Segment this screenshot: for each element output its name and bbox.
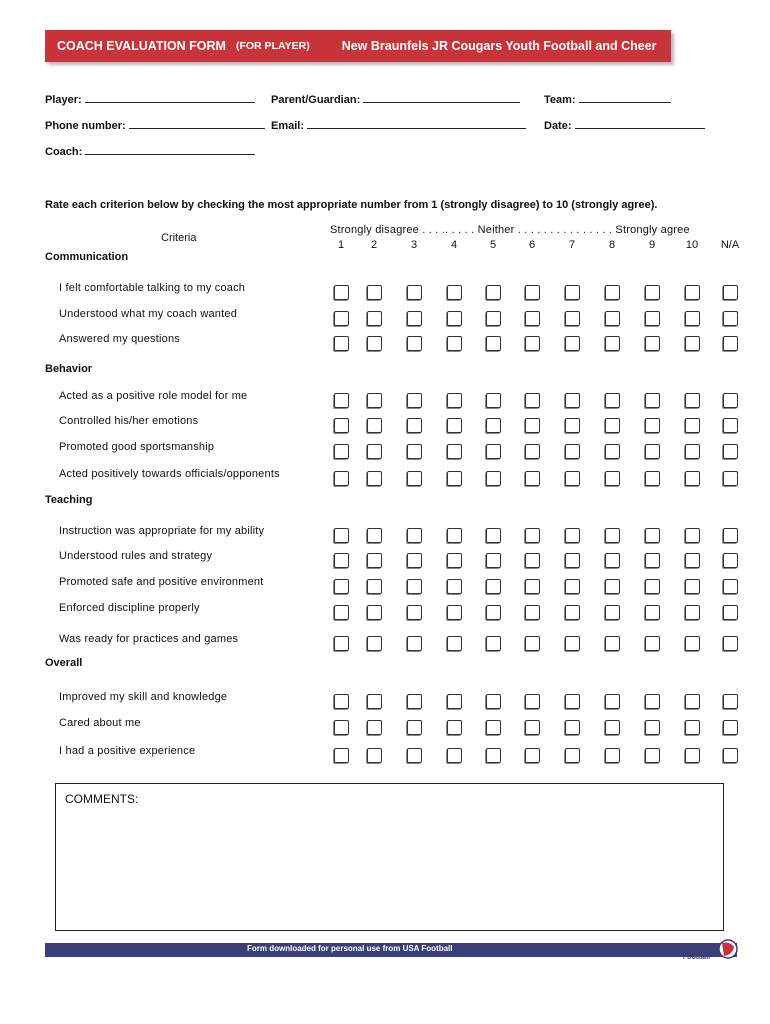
scale-column-4: 4 (450, 239, 458, 251)
team-label: Team: (544, 94, 576, 106)
criterion-label: Promoted safe and positive environment (59, 576, 264, 588)
criterion-label: Controlled his/her emotions (59, 415, 199, 427)
rating-checkbox-7[interactable] (565, 553, 580, 568)
rating-checkbox-10[interactable] (685, 553, 700, 568)
svg-text:USA: USA (683, 942, 707, 954)
rating-checkbox-2[interactable] (367, 694, 382, 709)
rating-checkbox-6[interactable] (525, 528, 540, 543)
rating-checkbox-3[interactable] (407, 336, 422, 351)
rating-checkbox-2[interactable] (367, 579, 382, 594)
rating-checkbox-6[interactable] (525, 636, 540, 651)
rating-checkbox-1[interactable] (334, 553, 349, 568)
rating-checkbox-3[interactable] (407, 285, 422, 300)
rating-checkbox-8[interactable] (605, 720, 620, 735)
rating-checkbox-1[interactable] (334, 694, 349, 709)
scale-column-7: 7 (568, 239, 576, 251)
rating-checkbox-7[interactable] (565, 471, 580, 486)
rating-checkbox-7[interactable] (565, 636, 580, 651)
email-field[interactable] (271, 119, 526, 132)
scale-column-10: 10 (685, 239, 699, 251)
rating-checkbox-4[interactable] (447, 528, 462, 543)
criterion-label: Acted positively towards officials/opponents (59, 468, 280, 480)
rating-checkbox-9[interactable] (645, 336, 660, 351)
rating-checkbox-2[interactable] (367, 336, 382, 351)
rating-checkbox-5[interactable] (486, 393, 501, 408)
criterion-label: Enforced discipline properly (59, 602, 200, 614)
rating-checkbox-3[interactable] (407, 528, 422, 543)
rating-checkbox-7[interactable] (565, 720, 580, 735)
scale-column-8: 8 (608, 239, 616, 251)
rating-checkbox-4[interactable] (447, 605, 462, 620)
form-title: COACH EVALUATION FORM (57, 39, 226, 53)
rating-checkbox-3[interactable] (407, 720, 422, 735)
rating-checkbox-3[interactable] (407, 636, 422, 651)
rating-checkbox-10[interactable] (685, 748, 700, 763)
rating-checkbox-4[interactable] (447, 694, 462, 709)
parent-label: Parent/Guardian: (271, 94, 361, 106)
section-title-teaching: Teaching (45, 494, 93, 506)
rating-checkbox-10[interactable] (685, 694, 700, 709)
date-field[interactable] (544, 119, 705, 132)
rating-checkbox-7[interactable] (565, 285, 580, 300)
rating-checkbox-4[interactable] (447, 471, 462, 486)
email-input-line[interactable] (307, 119, 526, 129)
rating-checkbox-1[interactable] (334, 393, 349, 408)
rating-checkbox-5[interactable] (486, 748, 501, 763)
criterion-label: Acted as a positive role model for me (59, 390, 248, 402)
organization-name: New Braunfels JR Cougars Youth Football and Cheer (341, 39, 657, 53)
rating-checkbox-4[interactable] (447, 553, 462, 568)
player-field[interactable] (45, 93, 255, 106)
rating-checkbox-7[interactable] (565, 579, 580, 594)
criterion-label: Promoted good sportsmanship (59, 441, 215, 453)
rating-checkbox-9[interactable] (645, 694, 660, 709)
rating-checkbox-7[interactable] (565, 694, 580, 709)
rating-checkbox-10[interactable] (685, 636, 700, 651)
rating-checkbox-9[interactable] (645, 311, 660, 326)
rating-checkbox-na[interactable] (723, 605, 738, 620)
usa-football-logo (680, 938, 738, 962)
rating-checkbox-8[interactable] (605, 579, 620, 594)
rating-checkbox-7[interactable] (565, 528, 580, 543)
rating-checkbox-4[interactable] (447, 336, 462, 351)
rating-checkbox-na[interactable] (723, 553, 738, 568)
rating-checkbox-6[interactable] (525, 748, 540, 763)
rating-checkbox-5[interactable] (486, 311, 501, 326)
rating-checkbox-4[interactable] (447, 393, 462, 408)
rating-checkbox-9[interactable] (645, 748, 660, 763)
rating-checkbox-na[interactable] (723, 528, 738, 543)
section-title-communication: Communication (45, 251, 129, 263)
email-label: Email: (271, 120, 305, 132)
rating-checkbox-6[interactable] (525, 393, 540, 408)
rating-checkbox-8[interactable] (605, 418, 620, 433)
rating-checkbox-5[interactable] (486, 720, 501, 735)
rating-checkbox-1[interactable] (334, 636, 349, 651)
rating-checkbox-1[interactable] (334, 444, 349, 459)
rating-checkbox-8[interactable] (605, 285, 620, 300)
rating-checkbox-na[interactable] (723, 311, 738, 326)
rating-checkbox-8[interactable] (605, 311, 620, 326)
rating-checkbox-4[interactable] (447, 444, 462, 459)
scale-column-2: 2 (370, 239, 378, 251)
rating-checkbox-1[interactable] (334, 720, 349, 735)
rating-checkbox-8[interactable] (605, 748, 620, 763)
footer-bar (45, 943, 737, 957)
rating-checkbox-2[interactable] (367, 418, 382, 433)
rating-checkbox-6[interactable] (525, 311, 540, 326)
rating-checkbox-6[interactable] (525, 471, 540, 486)
rating-checkbox-5[interactable] (486, 528, 501, 543)
rating-checkbox-10[interactable] (685, 444, 700, 459)
rating-checkbox-9[interactable] (645, 579, 660, 594)
criterion-label: Was ready for practices and games (59, 633, 239, 645)
rating-checkbox-4[interactable] (447, 748, 462, 763)
rating-checkbox-7[interactable] (565, 336, 580, 351)
rating-checkbox-4[interactable] (447, 579, 462, 594)
rating-checkbox-3[interactable] (407, 444, 422, 459)
rating-checkbox-9[interactable] (645, 605, 660, 620)
rating-checkbox-1[interactable] (334, 605, 349, 620)
rating-checkbox-1[interactable] (334, 579, 349, 594)
rating-checkbox-7[interactable] (565, 605, 580, 620)
rating-checkbox-8[interactable] (605, 528, 620, 543)
rating-checkbox-2[interactable] (367, 528, 382, 543)
rating-checkbox-3[interactable] (407, 605, 422, 620)
rating-checkbox-3[interactable] (407, 418, 422, 433)
instructions: Rate each criterion below by checking the most appropriate number from 1 (strongly disagree) to 10 (strongly agree). (45, 199, 658, 211)
rating-checkbox-1[interactable] (334, 418, 349, 433)
rating-checkbox-na[interactable] (723, 694, 738, 709)
rating-checkbox-4[interactable] (447, 418, 462, 433)
rating-checkbox-6[interactable] (525, 694, 540, 709)
criterion-label: Improved my skill and knowledge (59, 691, 228, 703)
rating-checkbox-na[interactable] (723, 471, 738, 486)
rating-checkbox-4[interactable] (447, 311, 462, 326)
rating-checkbox-9[interactable] (645, 636, 660, 651)
rating-checkbox-8[interactable] (605, 636, 620, 651)
comments-label: COMMENTS: (65, 792, 139, 806)
rating-checkbox-1[interactable] (334, 285, 349, 300)
rating-checkbox-9[interactable] (645, 720, 660, 735)
rating-checkbox-5[interactable] (486, 579, 501, 594)
rating-checkbox-5[interactable] (486, 605, 501, 620)
rating-checkbox-5[interactable] (486, 636, 501, 651)
rating-checkbox-6[interactable] (525, 605, 540, 620)
footer-text: Form downloaded for personal use from USA Football (247, 944, 453, 953)
rating-checkbox-9[interactable] (645, 285, 660, 300)
rating-checkbox-na[interactable] (723, 418, 738, 433)
scale-column-9: 9 (648, 239, 656, 251)
rating-checkbox-9[interactable] (645, 393, 660, 408)
phone-label: Phone number: (45, 120, 126, 132)
rating-checkbox-1[interactable] (334, 471, 349, 486)
rating-checkbox-10[interactable] (685, 605, 700, 620)
coach-input-line[interactable] (85, 145, 255, 155)
section-title-overall: Overall (45, 657, 83, 669)
rating-checkbox-9[interactable] (645, 553, 660, 568)
rating-checkbox-10[interactable] (685, 471, 700, 486)
svg-text:Football: Football (683, 954, 711, 961)
rating-checkbox-10[interactable] (685, 418, 700, 433)
date-input-line[interactable] (575, 119, 705, 129)
rating-checkbox-4[interactable] (447, 636, 462, 651)
player-input-line[interactable] (85, 93, 255, 103)
rating-checkbox-8[interactable] (605, 605, 620, 620)
rating-checkbox-10[interactable] (685, 579, 700, 594)
team-input-line[interactable] (579, 93, 671, 103)
rating-checkbox-6[interactable] (525, 579, 540, 594)
rating-checkbox-1[interactable] (334, 311, 349, 326)
rating-checkbox-5[interactable] (486, 471, 501, 486)
rating-checkbox-5[interactable] (486, 444, 501, 459)
rating-checkbox-9[interactable] (645, 444, 660, 459)
rating-checkbox-8[interactable] (605, 393, 620, 408)
rating-checkbox-10[interactable] (685, 528, 700, 543)
rating-checkbox-8[interactable] (605, 553, 620, 568)
rating-checkbox-6[interactable] (525, 720, 540, 735)
rating-checkbox-8[interactable] (605, 471, 620, 486)
player-label: Player: (45, 94, 82, 106)
rating-checkbox-3[interactable] (407, 393, 422, 408)
form-subtitle: (FOR PLAYER) (235, 40, 310, 52)
rating-checkbox-3[interactable] (407, 553, 422, 568)
rating-checkbox-2[interactable] (367, 553, 382, 568)
rating-checkbox-5[interactable] (486, 553, 501, 568)
section-title-behavior: Behavior (45, 363, 93, 375)
rating-checkbox-6[interactable] (525, 285, 540, 300)
rating-checkbox-4[interactable] (447, 720, 462, 735)
scale-label: Strongly disagree . . . .. . . . . Neither . . . . . . . . . . . . . . . Strongly agree (330, 224, 690, 236)
rating-checkbox-na[interactable] (723, 579, 738, 594)
comments-box[interactable] (55, 783, 724, 931)
criterion-label: I had a positive experience (59, 745, 196, 757)
rating-checkbox-3[interactable] (407, 694, 422, 709)
scale-column-3: 3 (410, 239, 418, 251)
rating-checkbox-5[interactable] (486, 336, 501, 351)
scale-column-6: 6 (528, 239, 536, 251)
rating-checkbox-2[interactable] (367, 285, 382, 300)
rating-checkbox-na[interactable] (723, 748, 738, 763)
rating-checkbox-na[interactable] (723, 636, 738, 651)
parent-input-line[interactable] (363, 93, 520, 103)
criterion-label: Answered my questions (59, 333, 180, 345)
coach-label: Coach: (45, 146, 83, 158)
rating-checkbox-10[interactable] (685, 285, 700, 300)
rating-checkbox-4[interactable] (447, 285, 462, 300)
rating-checkbox-5[interactable] (486, 694, 501, 709)
rating-checkbox-9[interactable] (645, 471, 660, 486)
rating-checkbox-5[interactable] (486, 418, 501, 433)
rating-checkbox-2[interactable] (367, 444, 382, 459)
rating-checkbox-9[interactable] (645, 418, 660, 433)
rating-checkbox-7[interactable] (565, 748, 580, 763)
rating-checkbox-9[interactable] (645, 528, 660, 543)
rating-checkbox-2[interactable] (367, 471, 382, 486)
rating-checkbox-1[interactable] (334, 528, 349, 543)
rating-checkbox-6[interactable] (525, 553, 540, 568)
rating-checkbox-na[interactable] (723, 336, 738, 351)
rating-checkbox-5[interactable] (486, 285, 501, 300)
rating-checkbox-10[interactable] (685, 336, 700, 351)
rating-checkbox-8[interactable] (605, 444, 620, 459)
criterion-label: Instruction was appropriate for my ability (59, 525, 265, 537)
rating-checkbox-10[interactable] (685, 720, 700, 735)
rating-checkbox-7[interactable] (565, 444, 580, 459)
form-title-banner (45, 30, 671, 62)
rating-checkbox-3[interactable] (407, 579, 422, 594)
scale-column-1: 1 (337, 239, 345, 251)
rating-checkbox-8[interactable] (605, 694, 620, 709)
rating-checkbox-2[interactable] (367, 748, 382, 763)
rating-checkbox-6[interactable] (525, 336, 540, 351)
date-label: Date: (544, 120, 572, 132)
rating-checkbox-na[interactable] (723, 285, 738, 300)
phone-field[interactable] (45, 119, 265, 132)
criterion-label: Understood rules and strategy (59, 550, 213, 562)
rating-checkbox-2[interactable] (367, 605, 382, 620)
rating-checkbox-10[interactable] (685, 311, 700, 326)
rating-checkbox-3[interactable] (407, 748, 422, 763)
rating-checkbox-6[interactable] (525, 418, 540, 433)
rating-checkbox-7[interactable] (565, 418, 580, 433)
criterion-label: I felt comfortable talking to my coach (59, 282, 246, 294)
rating-checkbox-3[interactable] (407, 311, 422, 326)
rating-checkbox-2[interactable] (367, 393, 382, 408)
rating-checkbox-7[interactable] (565, 311, 580, 326)
rating-checkbox-8[interactable] (605, 336, 620, 351)
criterion-label: Understood what my coach wanted (59, 308, 238, 320)
rating-checkbox-3[interactable] (407, 471, 422, 486)
scale-column-5: 5 (489, 239, 497, 251)
rating-checkbox-1[interactable] (334, 336, 349, 351)
rating-checkbox-6[interactable] (525, 444, 540, 459)
rating-checkbox-na[interactable] (723, 720, 738, 735)
team-field[interactable] (544, 93, 671, 106)
criteria-header: Criteria (161, 232, 197, 244)
parent-field[interactable] (271, 93, 520, 106)
rating-checkbox-2[interactable] (367, 311, 382, 326)
rating-checkbox-na[interactable] (723, 393, 738, 408)
scale-column-na: N/A (720, 239, 740, 251)
rating-checkbox-1[interactable] (334, 748, 349, 763)
rating-checkbox-7[interactable] (565, 393, 580, 408)
criterion-label: Cared about me (59, 717, 141, 729)
rating-checkbox-10[interactable] (685, 393, 700, 408)
rating-checkbox-2[interactable] (367, 720, 382, 735)
rating-checkbox-na[interactable] (723, 444, 738, 459)
rating-checkbox-2[interactable] (367, 636, 382, 651)
phone-input-line[interactable] (129, 119, 265, 129)
coach-field[interactable] (45, 145, 255, 158)
